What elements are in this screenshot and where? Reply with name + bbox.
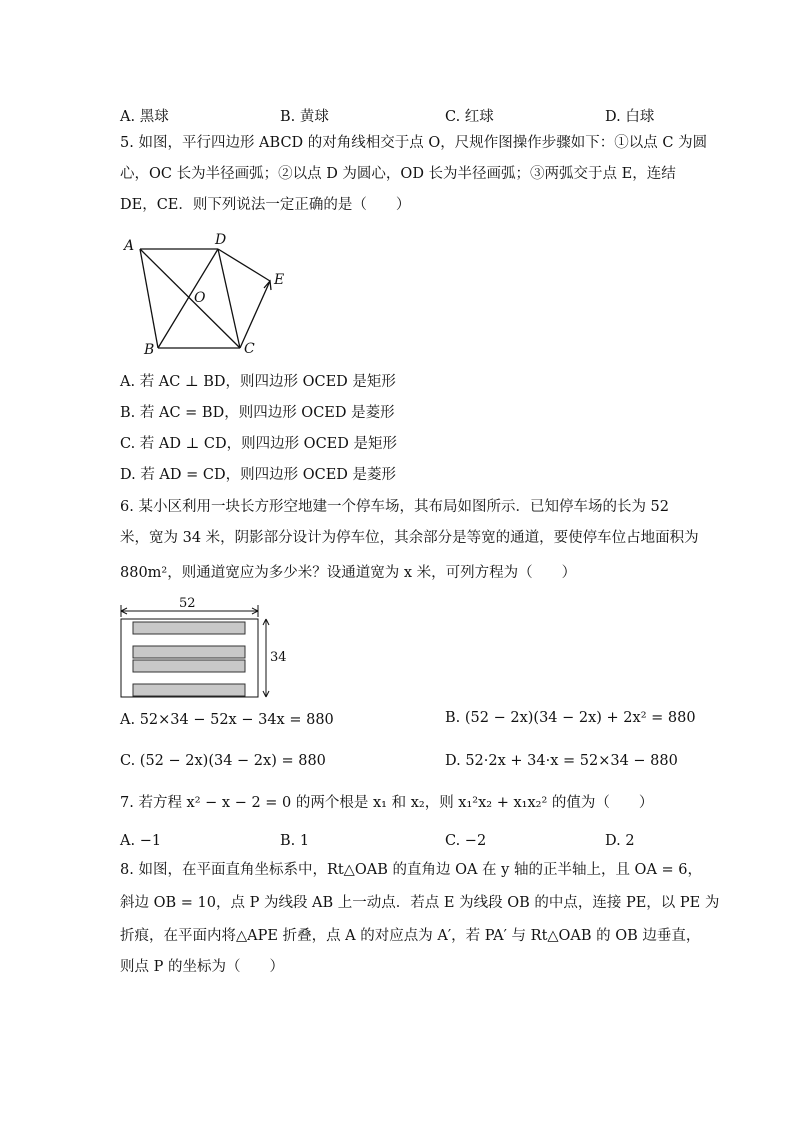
- q8-stem-line1: 8. 如图，在平面直角坐标系中，Rt△OAB 的直角边 OA 在 y 轴的正半轴上，且 OA = 6，: [120, 862, 703, 878]
- segment-de: [218, 249, 270, 281]
- q4-option-a: A. 黑球: [120, 109, 169, 125]
- segment-ce: [240, 281, 270, 348]
- q7-option-c: C. −2: [445, 833, 487, 849]
- q4-option-c: C. 红球: [445, 109, 494, 125]
- q8-stem-line2: 斜边 OB = 10，点 P 为线段 AB 上一动点．若点 E 为线段 OB 的中点，连接 PE，以 PE 为: [120, 895, 720, 911]
- q6-option-a: A. 52×34 − 52x − 34x = 880: [120, 712, 334, 728]
- q7-option-b: B. 1: [280, 833, 310, 849]
- q6-stem-line3: 880m²，则通道宽应为多少米？设通道宽为 x 米，可列方程为（ ）: [120, 565, 577, 581]
- q5-stem-line3: DE，CE．则下列说法一定正确的是（ ）: [120, 197, 411, 213]
- q5-option-a: A. 若 AC ⊥ BD，则四边形 OCED 是矩形: [120, 374, 396, 390]
- label-b: B: [144, 342, 155, 358]
- q8-stem-line3: 折痕，在平面内将△APE 折叠，点 A 的对应点为 A′，若 PA′ 与 Rt△OAB 的 OB 边垂直，: [120, 928, 701, 944]
- diagonal-bd: [158, 249, 218, 348]
- q4-option-d: D. 白球: [605, 109, 655, 125]
- q6-option-b: B. (52 − 2x)(34 − 2x) + 2x² = 880: [445, 710, 696, 726]
- q7-option-d: D. 2: [605, 833, 635, 849]
- q5-option-b: B. 若 AC = BD，则四边形 OCED 是菱形: [120, 405, 395, 421]
- segment-dc: [218, 249, 240, 348]
- q4-option-b: B. 黄球: [280, 109, 329, 125]
- q5-parallelogram-figure: [118, 228, 298, 360]
- q5-option-d: D. 若 AD = CD，则四边形 OCED 是菱形: [120, 467, 397, 483]
- parking-row-4: [133, 684, 245, 696]
- q7-stem: 7. 若方程 x² − x − 2 = 0 的两个根是 x₁ 和 x₂，则 x₁²x₂ + x₁x₂² 的值为（ ）: [120, 795, 654, 811]
- label-o: O: [194, 290, 206, 306]
- label-d: D: [215, 232, 227, 248]
- parking-row-1: [133, 622, 245, 634]
- q8-stem-line4: 则点 P 的坐标为（ ）: [120, 959, 284, 975]
- height-label: 34: [270, 650, 287, 665]
- q6-parking-figure: [115, 595, 295, 705]
- q5-stem-line2: 心，OC 长为半径画弧；②以点 D 为圆心，OD 长为半径画弧；③两弧交于点 E，连结: [120, 166, 676, 182]
- parking-row-2: [133, 646, 245, 658]
- label-c: C: [244, 341, 255, 357]
- q5-stem-line1: 5. 如图，平行四边形 ABCD 的对角线相交于点 O，尺规作图操作步骤如下：①以点 C 为圆: [120, 135, 708, 151]
- q6-option-d: D. 52·2x + 34·x = 52×34 − 880: [445, 753, 678, 769]
- q6-stem-line2: 米，宽为 34 米，阴影部分设计为停车位，其余部分是等宽的通道，要使停车位占地面积为: [120, 530, 699, 546]
- width-label: 52: [179, 596, 196, 611]
- q6-option-c: C. (52 − 2x)(34 − 2x) = 880: [120, 753, 326, 769]
- label-e: E: [274, 272, 285, 288]
- q7-option-a: A. −1: [120, 833, 162, 849]
- label-a: A: [124, 238, 135, 254]
- parking-row-3: [133, 660, 245, 672]
- q5-option-c: C. 若 AD ⊥ CD，则四边形 OCED 是矩形: [120, 436, 397, 452]
- q6-stem-line1: 6. 某小区利用一块长方形空地建一个停车场，其布局如图所示．已知停车场的长为 52: [120, 499, 670, 515]
